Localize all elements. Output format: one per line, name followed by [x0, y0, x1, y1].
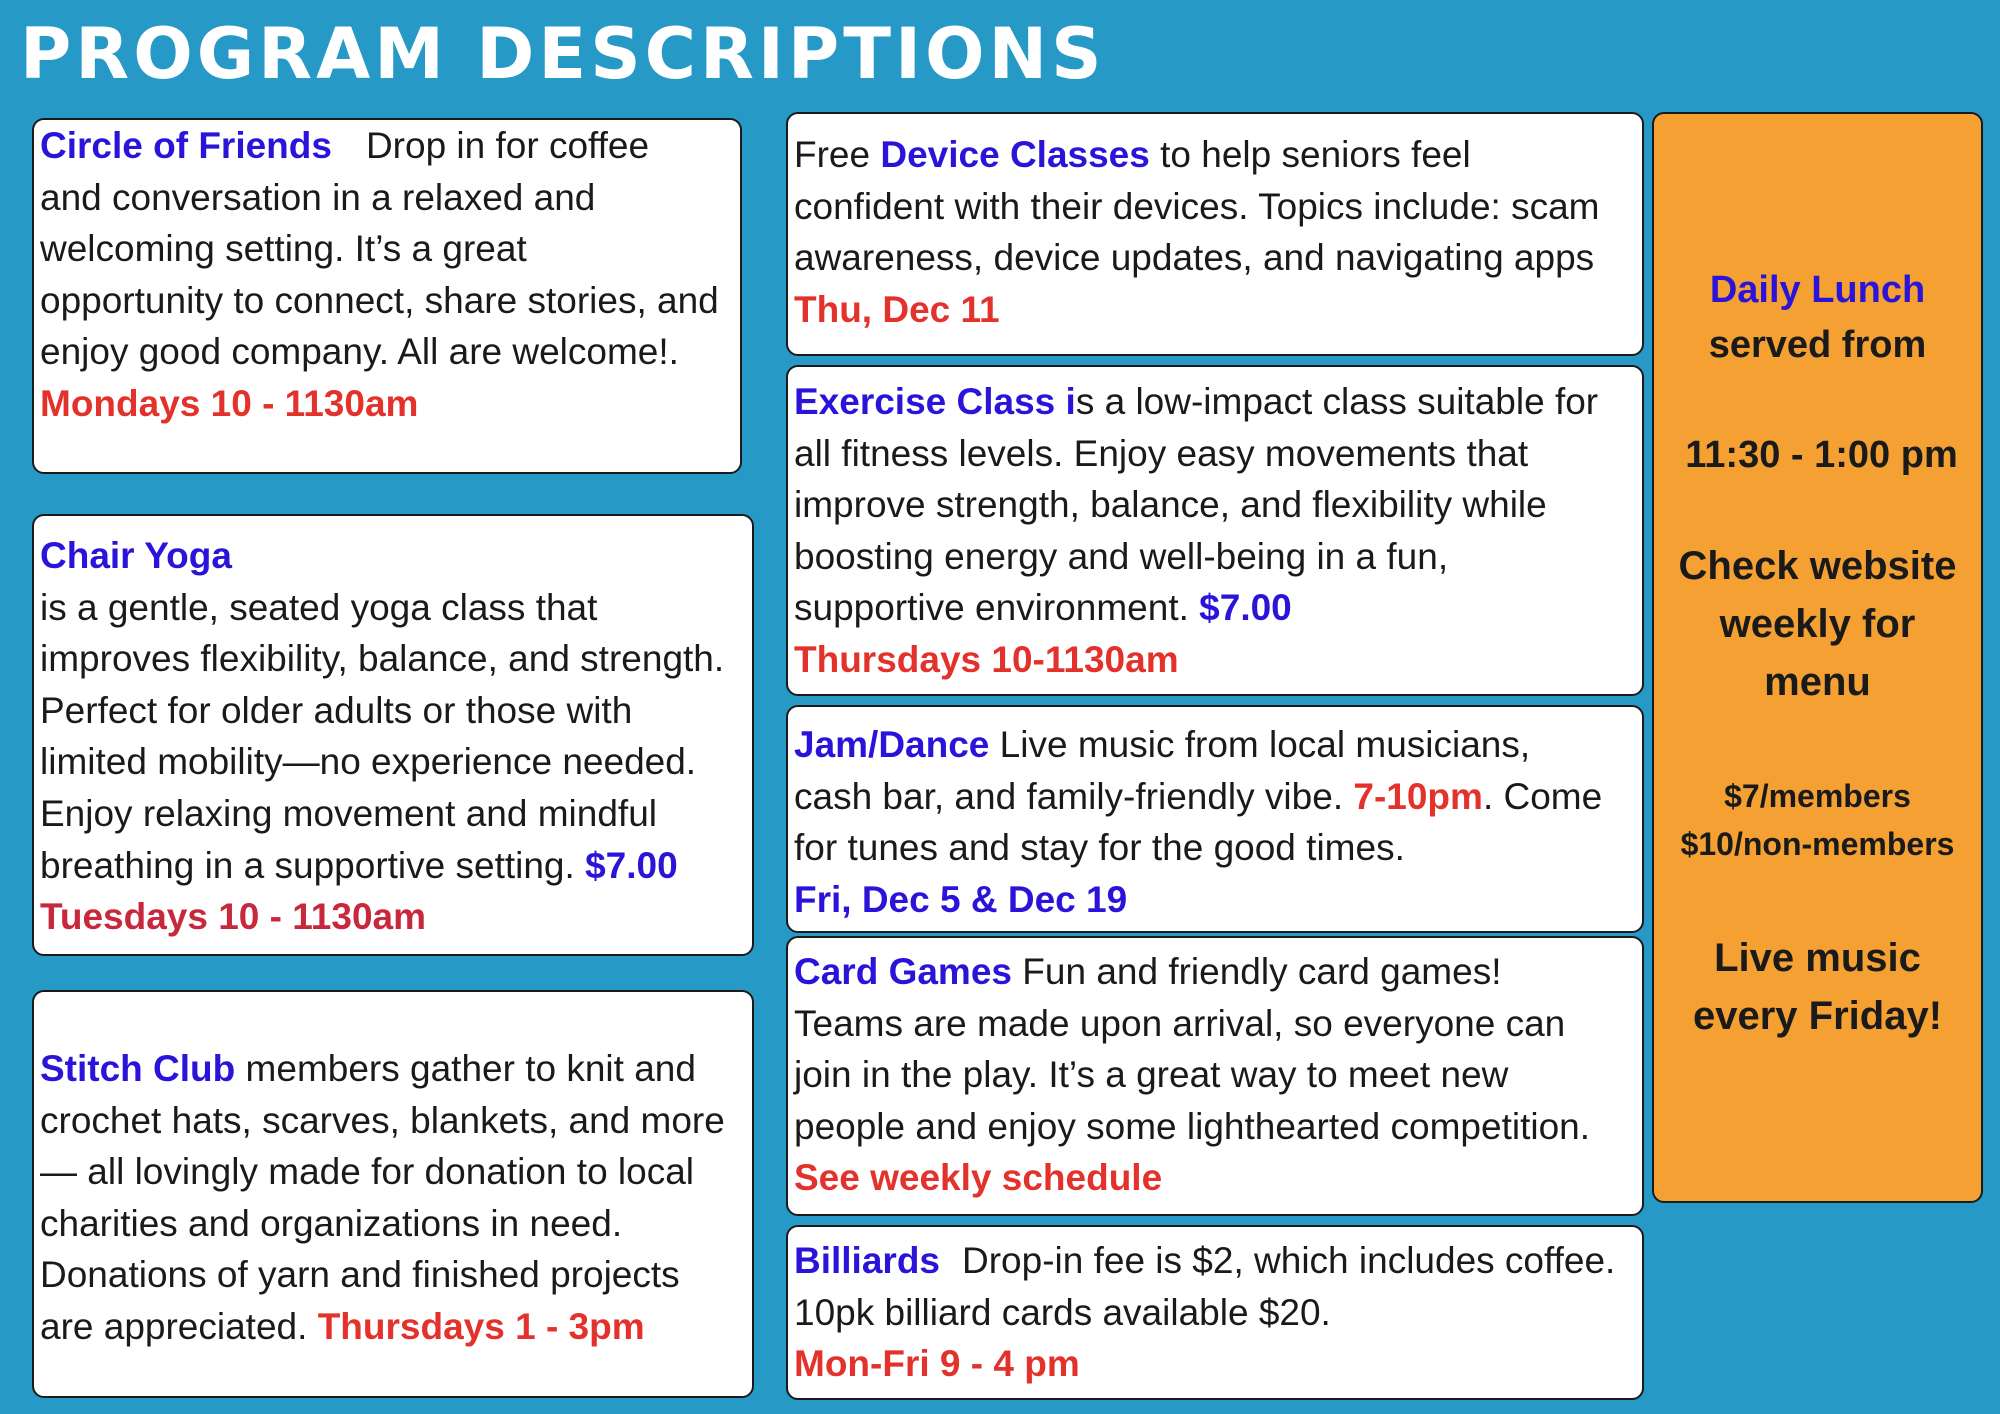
- jam-dance-card: [786, 705, 1644, 933]
- description-line: Fun and friendly card games!: [1022, 951, 1502, 992]
- device-classes-card: [786, 112, 1644, 356]
- card-games-card: [786, 936, 1644, 1216]
- description-line: limited mobility—no experience needed.: [40, 741, 697, 783]
- exercise-class-card: [786, 365, 1644, 696]
- description-line: and conversation in a relaxed and: [40, 176, 596, 218]
- description-line: Live music from local musicians,: [999, 724, 1531, 765]
- program-name: Card Games: [794, 951, 1012, 992]
- circle-of-friends-card: [32, 118, 742, 474]
- description-line: to help seniors feel: [1160, 134, 1471, 175]
- description-line: welcoming setting. It’s a great: [40, 228, 527, 270]
- chair-yoga-card: [32, 514, 754, 956]
- description-line: 10pk billiard cards available $20.: [794, 1291, 1331, 1333]
- description-line: awareness, device updates, and navigating apps: [794, 237, 1595, 279]
- description-line: people and enjoy some lighthearted competition.: [794, 1105, 1591, 1147]
- schedule-text: Tuesdays 10 - 1130am: [40, 896, 427, 938]
- schedule-text: Thu, Dec 11: [794, 288, 1000, 330]
- menu-note-line: weekly for: [1719, 602, 1916, 646]
- description-line: is a gentle, seated yoga class that: [40, 586, 598, 628]
- description-line: improve strength, balance, and flexibility while: [794, 484, 1547, 526]
- lunch-hours: 11:30 - 1:00 pm: [1685, 434, 1958, 476]
- description-line: s a low-impact class suitable for: [1075, 381, 1599, 422]
- schedule-text: Thursdays 1 - 3pm: [317, 1305, 645, 1347]
- schedule-text: Mon-Fri 9 - 4 pm: [794, 1343, 1080, 1385]
- music-note-line: Live music: [1714, 936, 1921, 980]
- description-line: cash bar, and family-friendly vibe.: [794, 775, 1344, 817]
- description-line: — all lovingly made for donation to local: [40, 1151, 695, 1193]
- program-name: Jam/Dance: [794, 724, 990, 765]
- non-member-price: $10/non-members: [1680, 826, 1955, 862]
- schedule-text: Fri, Dec 5 & Dec 19: [794, 878, 1128, 920]
- schedule-text: See weekly schedule: [794, 1157, 1163, 1199]
- description-line: Enjoy relaxing movement and mindful: [40, 792, 657, 834]
- daily-lunch-panel: [1652, 112, 1983, 1203]
- lunch-heading: Daily Lunch: [1709, 269, 1926, 311]
- billiards-card: [786, 1225, 1644, 1400]
- program-name: Stitch Club: [40, 1048, 236, 1089]
- program-name: Device Classes: [880, 134, 1150, 175]
- description-line: crochet hats, scarves, blankets, and more: [40, 1099, 725, 1141]
- menu-note-line: menu: [1764, 660, 1871, 704]
- page-title: PROGRAM DESCRIPTIONS: [20, 13, 1106, 95]
- description-line: Donations of yarn and finished projects: [40, 1254, 680, 1296]
- description-line: Teams are made upon arrival, so everyone can: [794, 1002, 1566, 1044]
- program-name: Exercise Class i: [794, 381, 1076, 422]
- menu-note-line: Check website: [1678, 544, 1957, 588]
- schedule-text: Thursdays 10-1130am: [794, 638, 1179, 680]
- program-name: Chair Yoga: [40, 535, 232, 576]
- description-line: Perfect for older adults or those with: [40, 689, 633, 731]
- price-text: $7.00: [1199, 587, 1292, 629]
- music-note-line: every Friday!: [1692, 994, 1943, 1038]
- description-line: opportunity to connect, share stories, and: [40, 279, 719, 321]
- program-name: Circle of Friends: [40, 125, 332, 166]
- description-line: boosting energy and well-being in a fun,: [794, 535, 1449, 577]
- description-line: Drop in for coffee: [365, 125, 650, 166]
- description-line: join in the play. It’s a great way to meet new: [794, 1054, 1509, 1096]
- description-line: improves flexibility, balance, and strength.: [40, 638, 725, 680]
- price-text: $7.00: [585, 844, 678, 886]
- time-text: 7-10pm: [1353, 775, 1483, 817]
- schedule-text: Mondays 10 - 1130am: [40, 382, 419, 424]
- lunch-served-text: served from: [1708, 324, 1927, 366]
- description-line: confident with their devices. Topics include: scam: [794, 185, 1600, 227]
- description-line: are appreciated.: [40, 1305, 308, 1347]
- stitch-club-card: [32, 990, 754, 1398]
- description-text: Free: [794, 134, 871, 175]
- description-line: for tunes and stay for the good times.: [794, 827, 1405, 869]
- program-name: Billiards: [794, 1240, 940, 1281]
- description-line: supportive environment.: [794, 587, 1189, 629]
- description-line: all fitness levels. Enjoy easy movements that: [794, 432, 1529, 474]
- description-line: members gather to knit and: [245, 1048, 696, 1089]
- description-line: Drop-in fee is $2, which includes coffee.: [962, 1240, 1616, 1281]
- description-line: . Come: [1482, 775, 1603, 817]
- description-line: breathing in a supportive setting.: [40, 844, 575, 886]
- description-line: charities and organizations in need.: [40, 1202, 623, 1244]
- description-line: enjoy good company. All are welcome!.: [40, 331, 679, 373]
- member-price: $7/members: [1724, 778, 1911, 814]
